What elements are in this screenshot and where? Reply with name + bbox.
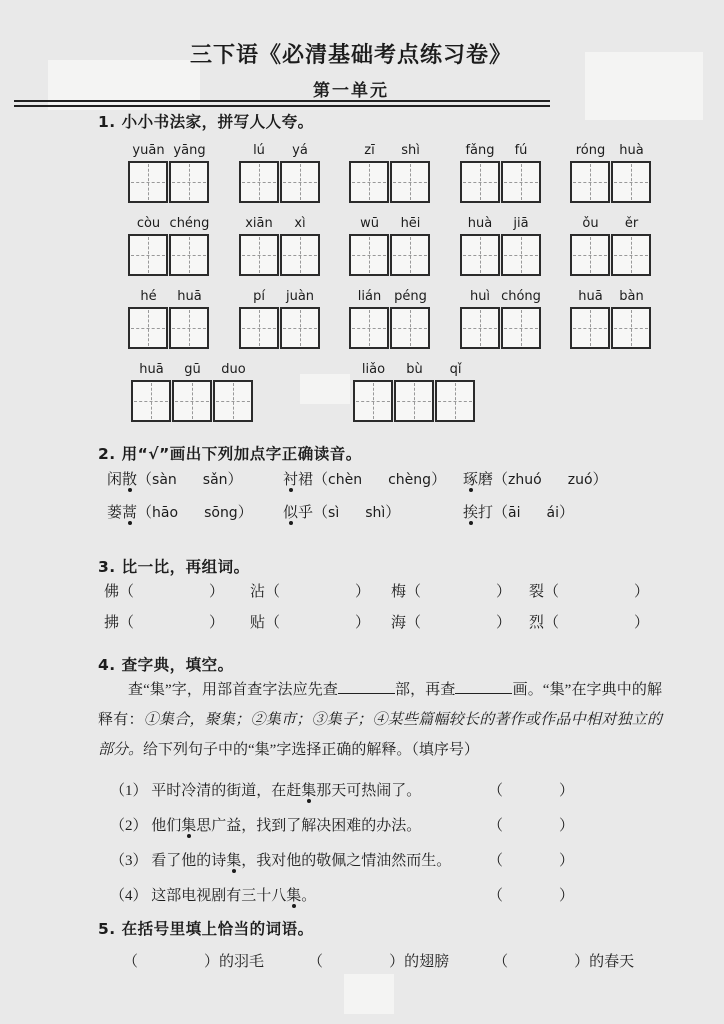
tianzige-box bbox=[501, 234, 541, 276]
pinyin-labels bbox=[128, 216, 210, 232]
open-paren: （ bbox=[406, 615, 422, 631]
pinyin-syllable: yāng bbox=[173, 143, 206, 158]
tianzige-group bbox=[131, 362, 254, 422]
pinyin-labels bbox=[570, 143, 652, 159]
compare-item bbox=[391, 580, 529, 601]
pinyin-syllable: yuān bbox=[132, 143, 165, 158]
q3-compare-rows bbox=[104, 580, 649, 642]
pinyin-option: zuó bbox=[567, 472, 593, 488]
page-title: 三下语《必清基础考点练习卷》 bbox=[189, 43, 512, 68]
q5-blank-phrases bbox=[123, 950, 634, 971]
sentence-item bbox=[110, 779, 655, 799]
pinyin-option: sǎn bbox=[202, 472, 228, 488]
tianzige-group bbox=[460, 289, 542, 349]
q1-label: 1. 小小书法家，拼写人人夸。 bbox=[98, 113, 314, 131]
open-paren: （ bbox=[119, 615, 135, 631]
tianzige-box bbox=[390, 161, 430, 203]
pinyin-option: chèn bbox=[328, 472, 363, 488]
q4-paragraph bbox=[98, 675, 662, 765]
pinyin-syllable: fú bbox=[514, 143, 528, 158]
tianzige-box bbox=[280, 161, 320, 203]
tianzige-row bbox=[128, 289, 652, 349]
pinyin-option: hāo bbox=[152, 505, 179, 521]
pinyin-option: āi bbox=[508, 505, 521, 521]
dotted-char: 散 bbox=[122, 472, 138, 488]
word-char: 乎 bbox=[298, 505, 314, 521]
compare-item bbox=[529, 580, 649, 601]
tianzige-box bbox=[390, 234, 430, 276]
pinyin-syllable: chóng bbox=[501, 289, 541, 304]
blank-phrase bbox=[123, 950, 264, 971]
tianzige-box bbox=[435, 380, 475, 422]
close-paren: ） bbox=[634, 615, 650, 631]
pinyin-syllable: shì bbox=[401, 143, 420, 158]
pinyin-syllable: zī bbox=[364, 143, 375, 158]
tianzige-box bbox=[460, 234, 500, 276]
pronunciation-item bbox=[283, 501, 463, 522]
pinyin-syllable: jiā bbox=[513, 216, 529, 231]
pinyin-option: sì bbox=[328, 505, 340, 521]
pinyin-syllable: huà bbox=[619, 143, 644, 158]
q4-label: 4. 查字典，填空。 bbox=[98, 656, 234, 674]
tianzige-box bbox=[128, 234, 168, 276]
close-paren: ） bbox=[496, 584, 512, 600]
tianzige-box bbox=[394, 380, 434, 422]
writing-boxes bbox=[239, 161, 321, 203]
open-paren: （ bbox=[488, 888, 504, 904]
tianzige-group bbox=[239, 143, 321, 203]
close-paren: ） bbox=[559, 818, 575, 834]
tianzige-box bbox=[239, 307, 279, 349]
word-char: 裙 bbox=[298, 472, 314, 488]
writing-boxes bbox=[460, 307, 542, 349]
compare-item bbox=[250, 611, 391, 632]
character: 佛 bbox=[104, 584, 120, 600]
open-paren: （ bbox=[544, 615, 560, 631]
writing-boxes bbox=[349, 161, 431, 203]
tianzige-box bbox=[128, 307, 168, 349]
tianzige-box bbox=[570, 161, 610, 203]
character: 贴 bbox=[250, 615, 266, 631]
pinyin-labels bbox=[460, 216, 542, 232]
sentence-pre: （2） 他们 bbox=[110, 818, 182, 834]
pinyin-syllable: lián bbox=[357, 289, 382, 304]
tianzige-box bbox=[570, 234, 610, 276]
close-paren: ） bbox=[559, 888, 575, 904]
close-paren: ） bbox=[237, 505, 253, 521]
tianzige-box bbox=[172, 380, 212, 422]
sentence-item bbox=[110, 849, 655, 869]
tianzige-group bbox=[128, 143, 210, 203]
scan-artifact bbox=[344, 974, 394, 1014]
pinyin-labels bbox=[460, 289, 542, 305]
compare-item bbox=[104, 611, 250, 632]
pinyin-syllable: wū bbox=[360, 216, 379, 231]
dotted-char: 集 bbox=[226, 853, 242, 869]
word-char: 蒌 bbox=[107, 505, 123, 521]
pinyin-labels bbox=[131, 362, 254, 378]
pinyin-labels bbox=[570, 289, 652, 305]
compare-item bbox=[104, 580, 250, 601]
close-paren: ） bbox=[204, 954, 220, 970]
tianzige-box bbox=[390, 307, 430, 349]
pinyin-labels bbox=[460, 143, 542, 159]
tianzige-box bbox=[349, 161, 389, 203]
tianzige-group bbox=[349, 143, 431, 203]
blank-phrase bbox=[493, 950, 634, 971]
open-paren: （ bbox=[488, 783, 504, 799]
answer-brackets bbox=[488, 849, 574, 870]
open-paren: （ bbox=[308, 954, 324, 970]
pinyin-syllable: péng bbox=[394, 289, 427, 304]
q1-grid-rows bbox=[128, 143, 652, 435]
pinyin-syllable: huā bbox=[177, 289, 202, 304]
tianzige-group bbox=[460, 216, 542, 276]
sentence-item bbox=[110, 814, 655, 834]
q2-options bbox=[107, 468, 608, 522]
pinyin-option: sàn bbox=[152, 472, 177, 488]
close-paren: ） bbox=[389, 954, 405, 970]
paragraph-text: 画。“集”在字典中的解释有： bbox=[98, 682, 662, 728]
tianzige-row bbox=[131, 362, 652, 422]
open-paren: （ bbox=[406, 584, 422, 600]
writing-boxes bbox=[131, 380, 254, 422]
word-char: 闲 bbox=[107, 472, 123, 488]
pinyin-syllable: fǎng bbox=[465, 143, 495, 158]
tianzige-group bbox=[349, 216, 431, 276]
close-paren: ） bbox=[574, 954, 590, 970]
answer-brackets bbox=[488, 884, 574, 905]
open-paren: （ bbox=[488, 853, 504, 869]
pinyin-syllable: juàn bbox=[285, 289, 315, 304]
close-paren: ） bbox=[558, 505, 574, 521]
dotted-char: 集 bbox=[286, 888, 302, 904]
pinyin-labels bbox=[128, 143, 210, 159]
compare-row bbox=[104, 580, 649, 601]
tianzige-group bbox=[570, 143, 652, 203]
tianzige-row bbox=[128, 216, 652, 276]
word-char: 打 bbox=[478, 505, 494, 521]
pinyin-syllable: qǐ bbox=[449, 362, 462, 377]
writing-boxes bbox=[128, 161, 210, 203]
tianzige-box bbox=[349, 307, 389, 349]
pronunciation-item bbox=[463, 468, 608, 489]
sentence-post: 那天可热闹了。 bbox=[316, 783, 422, 799]
writing-boxes bbox=[460, 161, 542, 203]
open-paren: （ bbox=[493, 472, 509, 488]
tianzige-box bbox=[280, 307, 320, 349]
compare-item bbox=[391, 611, 529, 632]
dotted-char: 集 bbox=[181, 818, 197, 834]
open-paren: （ bbox=[493, 505, 509, 521]
pinyin-syllable: hé bbox=[140, 289, 157, 304]
tianzige-group bbox=[239, 216, 321, 276]
close-paren: ） bbox=[209, 615, 225, 631]
fill-blank bbox=[455, 679, 512, 694]
pinyin-syllable: xiān bbox=[245, 216, 273, 231]
tianzige-box bbox=[239, 161, 279, 203]
pinyin-syllable: huā bbox=[139, 362, 164, 377]
pinyin-syllable: xì bbox=[294, 216, 306, 231]
q2-label: 2. 用“√”画出下列加点字正确读音。 bbox=[98, 445, 362, 463]
tianzige-box bbox=[501, 161, 541, 203]
open-paren: （ bbox=[313, 472, 329, 488]
tianzige-group bbox=[353, 362, 476, 422]
pinyin-syllable: duo bbox=[221, 362, 246, 377]
open-paren: （ bbox=[544, 584, 560, 600]
dotted-char: 集 bbox=[301, 783, 317, 799]
q4-sentence-items bbox=[110, 779, 655, 919]
unit-heading: 第一单元 bbox=[313, 81, 389, 101]
sentence-pre: （4） 这部电视剧有三十八 bbox=[110, 888, 287, 904]
close-paren: ） bbox=[209, 584, 225, 600]
open-paren: （ bbox=[137, 472, 153, 488]
close-paren: ） bbox=[559, 783, 575, 799]
phrase-suffix: 的羽毛 bbox=[219, 954, 265, 970]
word-char: 磨 bbox=[478, 472, 494, 488]
pinyin-labels bbox=[353, 362, 476, 378]
pinyin-labels bbox=[128, 289, 210, 305]
tianzige-group bbox=[128, 216, 210, 276]
answer-brackets bbox=[488, 779, 574, 800]
tianzige-box bbox=[169, 234, 209, 276]
tianzige-box bbox=[169, 307, 209, 349]
writing-boxes bbox=[349, 307, 431, 349]
dotted-char: 挨 bbox=[463, 505, 479, 521]
dotted-char: 似 bbox=[283, 505, 299, 521]
answer-brackets bbox=[488, 814, 574, 835]
pinyin-option: shì bbox=[365, 505, 386, 521]
pinyin-labels bbox=[239, 216, 321, 232]
tianzige-box bbox=[128, 161, 168, 203]
close-paren: ） bbox=[355, 584, 371, 600]
compare-item bbox=[529, 611, 649, 632]
character: 海 bbox=[391, 615, 407, 631]
tianzige-box bbox=[460, 161, 500, 203]
writing-boxes bbox=[460, 234, 542, 276]
writing-boxes bbox=[239, 307, 321, 349]
tianzige-box bbox=[169, 161, 209, 203]
pinyin-syllable: chéng bbox=[169, 216, 210, 231]
pinyin-syllable: hēi bbox=[400, 216, 421, 231]
compare-row bbox=[104, 611, 649, 632]
tianzige-group bbox=[349, 289, 431, 349]
sentence-pre: （1） 平时冷清的街道，在赶 bbox=[110, 783, 302, 799]
writing-boxes bbox=[570, 161, 652, 203]
pinyin-syllable: pí bbox=[253, 289, 265, 304]
open-paren: （ bbox=[488, 818, 504, 834]
tianzige-row bbox=[128, 143, 652, 203]
paragraph-text: 给下列句子中的“集”字选择正确的解释。（填序号） bbox=[143, 742, 479, 758]
close-paren: ） bbox=[559, 853, 575, 869]
open-paren: （ bbox=[123, 954, 139, 970]
writing-boxes bbox=[570, 307, 652, 349]
close-paren: ） bbox=[431, 472, 447, 488]
dotted-char: 琢 bbox=[463, 472, 479, 488]
character: 烈 bbox=[529, 615, 545, 631]
close-paren: ） bbox=[496, 615, 512, 631]
tianzige-box bbox=[570, 307, 610, 349]
close-paren: ） bbox=[227, 472, 243, 488]
writing-boxes bbox=[239, 234, 321, 276]
character: 拂 bbox=[104, 615, 120, 631]
pinyin-labels bbox=[239, 289, 321, 305]
character: 裂 bbox=[529, 584, 545, 600]
tianzige-box bbox=[239, 234, 279, 276]
paragraph-text: 查“集”字，用部首查字法应先查 bbox=[128, 682, 338, 698]
pinyin-labels bbox=[349, 143, 431, 159]
q3-label: 3. 比一比，再组词。 bbox=[98, 558, 250, 576]
pinyin-syllable: huì bbox=[469, 289, 491, 304]
pinyin-syllable: bù bbox=[406, 362, 423, 377]
sentence-post: 。 bbox=[301, 888, 317, 904]
pronunciation-item bbox=[283, 468, 463, 489]
pinyin-syllable: bàn bbox=[619, 289, 644, 304]
dotted-char: 蒿 bbox=[122, 505, 138, 521]
open-paren: （ bbox=[119, 584, 135, 600]
pinyin-syllable: huā bbox=[578, 289, 603, 304]
compare-item bbox=[250, 580, 391, 601]
pinyin-syllable: gū bbox=[184, 362, 201, 377]
tianzige-box bbox=[501, 307, 541, 349]
pinyin-labels bbox=[349, 289, 431, 305]
pinyin-syllable: huà bbox=[467, 216, 493, 231]
q5-label: 5. 在括号里填上恰当的词语。 bbox=[98, 920, 314, 938]
tianzige-group bbox=[570, 216, 652, 276]
pinyin-labels bbox=[570, 216, 652, 232]
tianzige-box bbox=[280, 234, 320, 276]
writing-boxes bbox=[128, 234, 210, 276]
tianzige-group bbox=[460, 143, 542, 203]
pronunciation-item bbox=[107, 501, 283, 522]
character: 沾 bbox=[250, 584, 266, 600]
pinyin-syllable: yá bbox=[292, 143, 308, 158]
blank-phrase bbox=[308, 950, 449, 971]
tianzige-box bbox=[353, 380, 393, 422]
tianzige-box bbox=[611, 234, 651, 276]
sentence-pre: （3） 看了他的诗 bbox=[110, 853, 227, 869]
sentence-post: 思广益，找到了解决困难的办法。 bbox=[196, 818, 422, 834]
open-paren: （ bbox=[265, 584, 281, 600]
close-paren: ） bbox=[385, 505, 401, 521]
writing-boxes bbox=[128, 307, 210, 349]
pinyin-syllable: còu bbox=[136, 216, 161, 231]
pronunciation-item bbox=[107, 468, 283, 489]
pinyin-syllable: lú bbox=[253, 143, 265, 158]
tianzige-box bbox=[131, 380, 171, 422]
pinyin-syllable: róng bbox=[575, 143, 606, 158]
writing-boxes bbox=[353, 380, 476, 422]
tianzige-group bbox=[570, 289, 652, 349]
pinyin-labels bbox=[349, 216, 431, 232]
pinyin-syllable: liǎo bbox=[361, 362, 386, 377]
close-paren: ） bbox=[355, 615, 371, 631]
pinyin-option: chèng bbox=[388, 472, 432, 488]
tianzige-group bbox=[128, 289, 210, 349]
close-paren: ） bbox=[592, 472, 608, 488]
sentence-item bbox=[110, 884, 655, 904]
tianzige-box bbox=[611, 307, 651, 349]
dotted-char: 衬 bbox=[283, 472, 299, 488]
definition-text: ①集合，聚集；②集市；③集子；④某些篇幅较长的著作或作品中相对独立的部分。 bbox=[98, 712, 662, 758]
open-paren: （ bbox=[265, 615, 281, 631]
paragraph-text: 部，再查 bbox=[394, 682, 456, 698]
pinyin-option: ái bbox=[546, 505, 559, 521]
open-paren: （ bbox=[493, 954, 509, 970]
phrase-suffix: 的春天 bbox=[589, 954, 635, 970]
tianzige-box bbox=[611, 161, 651, 203]
pinyin-option: sōng bbox=[204, 505, 238, 521]
sentence-post: ，我对他的敬佩之情油然而生。 bbox=[241, 853, 452, 869]
tianzige-box bbox=[349, 234, 389, 276]
pinyin-labels bbox=[239, 143, 321, 159]
phrase-suffix: 的翅膀 bbox=[404, 954, 450, 970]
pinyin-syllable: ǒu bbox=[582, 216, 599, 231]
double-rule-divider bbox=[14, 100, 550, 107]
writing-boxes bbox=[349, 234, 431, 276]
open-paren: （ bbox=[137, 505, 153, 521]
tianzige-box bbox=[460, 307, 500, 349]
close-paren: ） bbox=[634, 584, 650, 600]
writing-boxes bbox=[570, 234, 652, 276]
fill-blank bbox=[338, 679, 395, 694]
open-paren: （ bbox=[313, 505, 329, 521]
pinyin-option: zhuó bbox=[508, 472, 542, 488]
tianzige-box bbox=[213, 380, 253, 422]
tianzige-group bbox=[239, 289, 321, 349]
character: 梅 bbox=[391, 584, 407, 600]
pronunciation-item bbox=[463, 501, 608, 522]
pinyin-syllable: ěr bbox=[624, 216, 639, 231]
